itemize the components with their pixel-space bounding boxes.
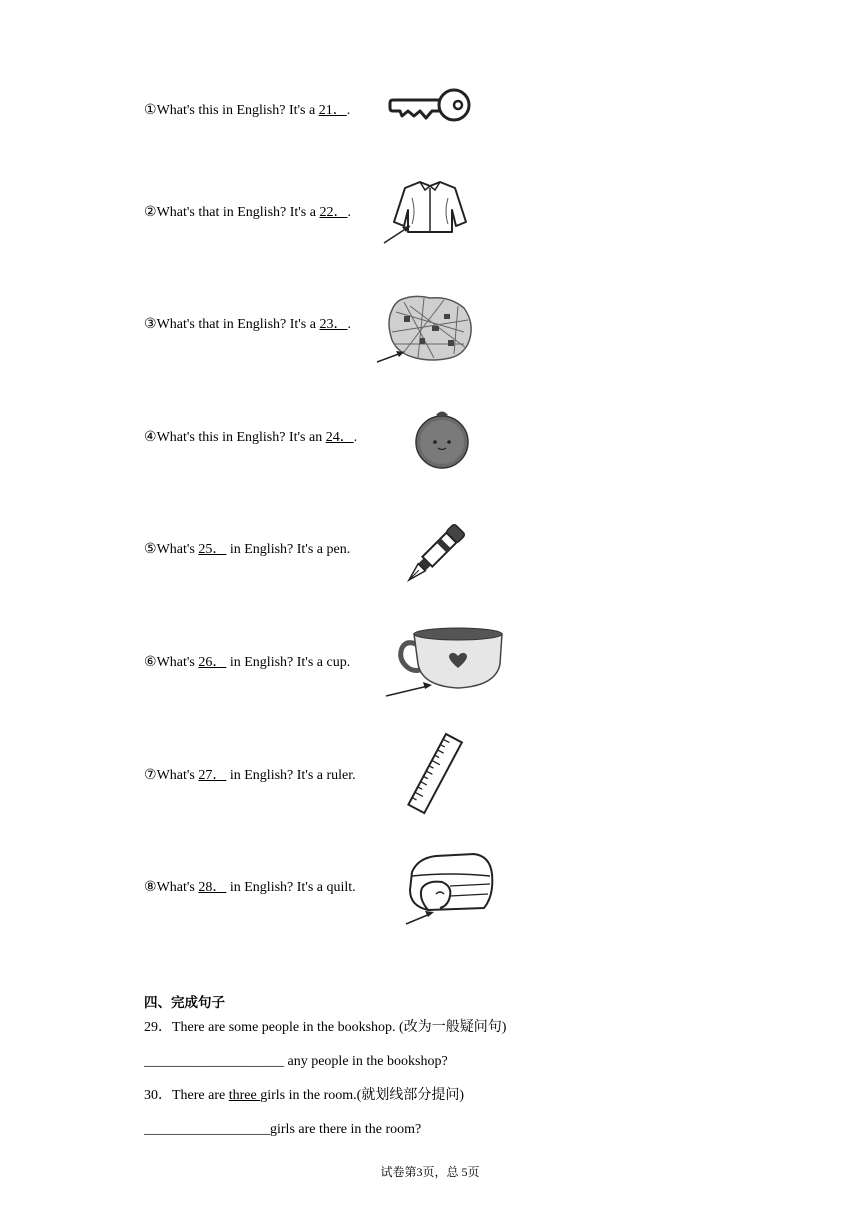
item-marker: ⑧ bbox=[144, 880, 157, 895]
answer-blank: 28． bbox=[198, 880, 227, 895]
item-marker: ④ bbox=[144, 430, 157, 445]
question-text-end: . bbox=[347, 205, 351, 220]
question-text: What's this in English? It's a bbox=[156, 103, 319, 118]
item-marker: ⑤ bbox=[144, 542, 157, 557]
item-marker: ② bbox=[144, 205, 157, 220]
question-24 bbox=[144, 429, 357, 447]
question-text: What's bbox=[156, 880, 199, 895]
map-icon bbox=[374, 292, 480, 368]
item-marker: ① bbox=[144, 103, 157, 118]
question-text-end: girls in the room.(就划线部分提问) bbox=[260, 1088, 464, 1103]
item-marker: ③ bbox=[144, 317, 157, 332]
answer-line-30: __________________girls are there in the room? bbox=[144, 1122, 422, 1137]
question-text: What's bbox=[156, 655, 199, 670]
question-text-end: in English? It's a cup. bbox=[226, 655, 351, 670]
key-icon bbox=[388, 84, 478, 130]
question-text-end: in English? It's a ruler. bbox=[226, 768, 356, 783]
question-text-end: . bbox=[346, 103, 351, 118]
question-29: 29．There are some people in the bookshop. (改为一般疑问句) bbox=[144, 1020, 507, 1035]
question-21 bbox=[144, 102, 350, 120]
ruler-icon bbox=[398, 732, 474, 816]
orange-icon bbox=[406, 404, 478, 470]
question-27 bbox=[144, 767, 356, 785]
item-marker: ⑥ bbox=[144, 655, 157, 670]
question-text-end: in English? It's a pen. bbox=[226, 542, 351, 557]
question-26 bbox=[144, 654, 350, 672]
question-25 bbox=[144, 541, 350, 559]
question-22 bbox=[144, 204, 351, 222]
answer-line-29: ____________________ any people in the bookshop? bbox=[144, 1054, 448, 1069]
question-text: 30．There are bbox=[144, 1088, 229, 1103]
cup-icon bbox=[384, 624, 508, 700]
question-text: What's that in English? It's a bbox=[156, 205, 320, 220]
question-text-end: . bbox=[347, 317, 351, 332]
question-text-end: . bbox=[353, 430, 358, 445]
question-text-end: in English? It's a quilt. bbox=[226, 880, 356, 895]
answer-blank: 21． bbox=[318, 103, 347, 118]
question-text: What's this in English? It's an bbox=[156, 430, 326, 445]
question-28 bbox=[144, 879, 356, 897]
answer-blank: 24． bbox=[325, 430, 354, 445]
pen-icon bbox=[396, 520, 470, 592]
page-footer: 试卷第3页，总 5页 bbox=[380, 1165, 480, 1179]
answer-blank: 22． bbox=[319, 205, 348, 220]
jacket-icon bbox=[380, 176, 475, 248]
section-heading: 四、完成句子 bbox=[144, 995, 225, 1011]
answer-blank: 27． bbox=[198, 768, 227, 783]
answer-blank: 26． bbox=[198, 655, 227, 670]
question-23 bbox=[144, 316, 351, 334]
underlined-word: three bbox=[228, 1088, 261, 1103]
question-text: What's that in English? It's a bbox=[156, 317, 320, 332]
question-text: What's bbox=[156, 542, 199, 557]
quilt-icon bbox=[400, 850, 500, 928]
question-text: What's bbox=[156, 768, 199, 783]
item-marker: ⑦ bbox=[144, 768, 157, 783]
answer-blank: 25． bbox=[198, 542, 227, 557]
question-30 bbox=[144, 1087, 464, 1105]
answer-blank: 23． bbox=[319, 317, 348, 332]
